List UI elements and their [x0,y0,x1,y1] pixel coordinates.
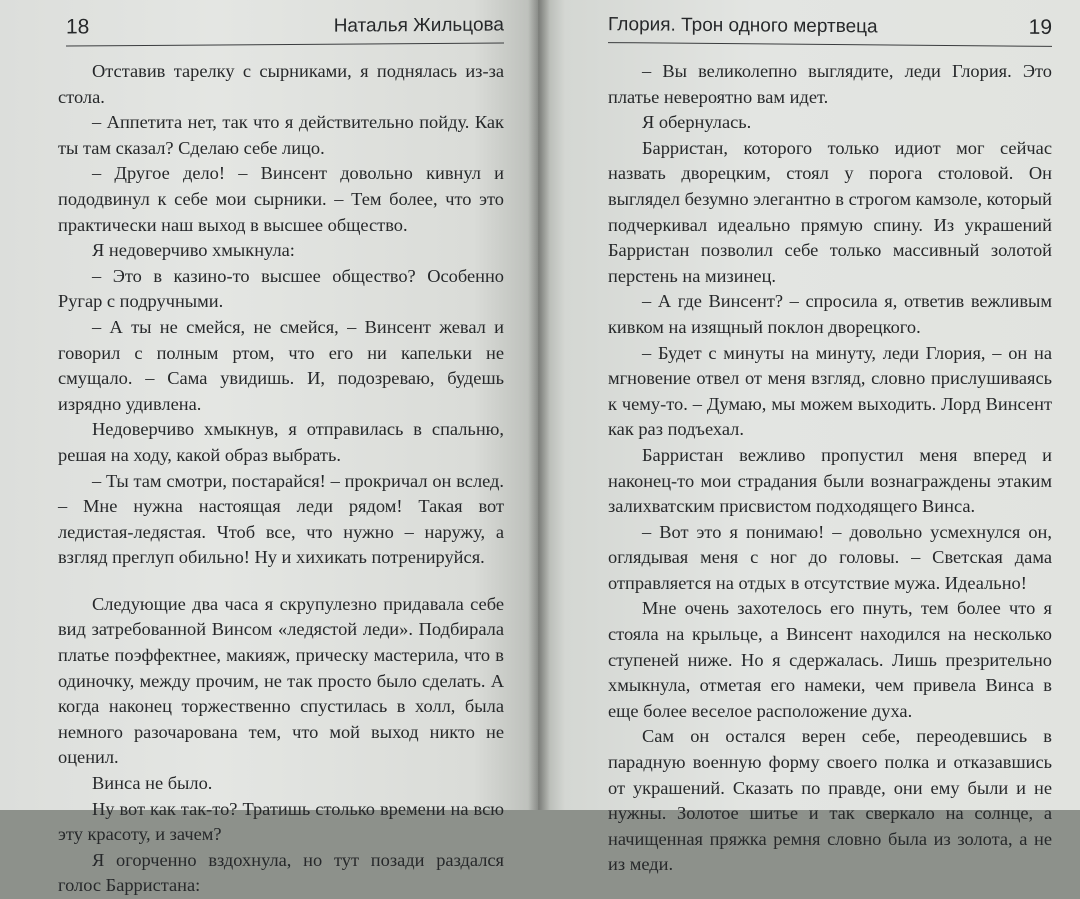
right-page-number: 19 [1028,15,1052,39]
paragraph: Я огорченно вздохнула, но тут позади раздался голос Барристана: [58,849,504,896]
paragraph: Я обернулась. [642,112,752,133]
paragraph: – А ты не смейся, не смейся, – Винсент жевал и говорил с полным ртом, что его ни капельки не смущало. – Сама увидишь. И, подозреваю, будешь изрядно удивлена. [58,316,504,414]
left-header-author: Наталья Жильцова [333,14,504,37]
paragraph: Барристан вежливо пропустил меня вперед и наконец-то мои страдания были вознаграждены этаким залихватским присвистом подходящего Винса. [608,444,1052,517]
paragraph: Ну вот как так-то? Тратишь столько времени на всю эту красоту, и зачем? [58,798,504,845]
paragraph: Сам он остался верен себе, переодевшись в парадную военную форму своего полка и отказавшись от украшений. Сказать по правде, они ему были и не нужны. Золотое шитье и так сверкало на солнце, а начищенная пряжка ремня словно была из золота, а не из меди. [608,726,1052,875]
paragraph: Недоверчиво хмыкнув, я отправилась в спальню, решая на ходу, какой образ выбрать. [58,419,504,465]
paragraph: Отставив тарелку с сырниками, я поднялась из-за стола. [58,61,504,107]
paragraph: Барристан, которого только идиот мог сейчас назвать дворецким, стоял у порога столовой. Он выглядел безумно элегантно в строгом камзоле, который подчеркивал идеально прямую спину. Из украшений Барристан позволил себе только массивный золотой перстень на мизинец. [608,137,1053,286]
paragraph: Я недоверчиво хмыкнула: [92,240,295,261]
paragraph: Мне очень захотелось его пнуть, тем более что я стояла на крыльце, а Винсент находился на несколько ступеней ниже. Но я сдержалась. Лишь презрительно хмыкнула, отметая его намеки, чем привела Винса в еще более веселое расположение духа. [608,598,1052,721]
paragraph: – Ты там смотри, постарайся! – прокричал он вслед. – Мне нужна настоящая леди рядом! Такая вот ледистая-ледястая. Чтоб все, что нужно – наружу, а взгляд преглуп обильно! Ну и хихикать потренируйся. [58,470,504,568]
paragraph: – Вы великолепно выглядите, леди Глория. Это платье невероятно вам идет. [608,61,1052,107]
paragraph: Винса не было. [92,773,213,794]
right-header-title: Глория. Трон одного мертвеца [608,14,878,38]
book-gutter [528,0,550,810]
paragraph: – Вот это я понимаю! – довольно усмехнулся он, оглядывая меня с ног до головы. – Светская дама отправляется на отдых в отсутствие мужа. Идеально! [608,521,1052,593]
right-page [538,0,1080,875]
paragraph: – Это в казино-то высшее общество? Особенно Ругар с подручными. [58,265,504,312]
left-running-head [66,12,504,46]
right-page-text [608,59,1052,878]
left-page-number: 18 [66,15,90,39]
paragraph: – Другое дело! – Винсент довольно кивнул и пододвинул к себе мои сырники. – Тем более, что это практически наш выход в высшее общество. [58,163,504,235]
paragraph: – Аппетита нет, так что я действительно пойду. Как ты там сказал? Сделаю себе лицо. [58,112,504,158]
left-page-text [58,59,504,899]
paragraph: – Будет с минуты на минуту, леди Глория, – он на мгновение отвел от меня взгляд, словно прислушиваясь к чему-то. – Думаю, мы можем выходить. Лорд Винсент как раз подъехал. [608,342,1052,440]
left-page [0,0,538,896]
right-running-head [608,12,1052,47]
paragraph: Следующие два часа я скрупулезно придавала себе вид затребованной Винсом «ледястой леди». Подбирала платье поэффектнее, макияж, прическу мастерила, что в одиночку, между прочим, не так просто было сделать. А когда наконец торжественно спустилась в холл, была немного разочарована тем, что мой выход никто не оценил. [58,593,504,768]
paragraph: – А где Винсент? – спросила я, ответив вежливым кивком на изящный поклон дворецкого. [608,291,1052,337]
